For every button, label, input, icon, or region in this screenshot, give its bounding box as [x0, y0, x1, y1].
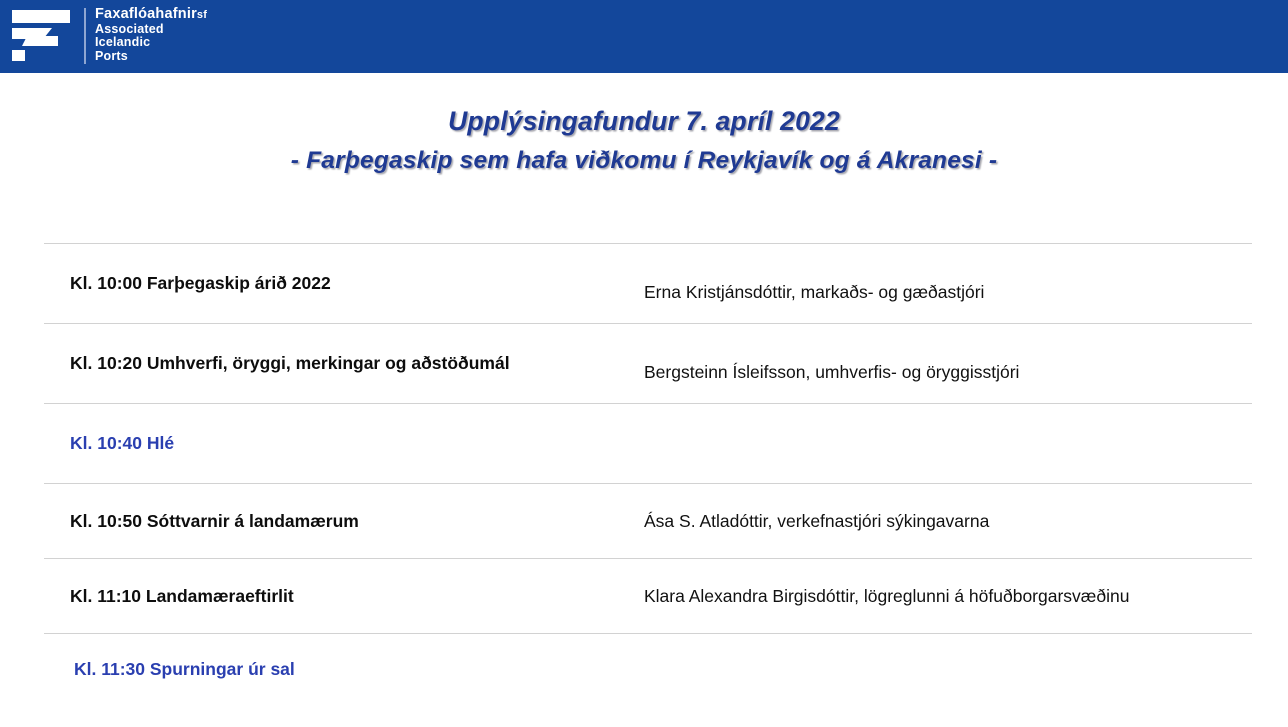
company-name-en-line1: Associated — [95, 21, 164, 36]
company-name-en-line3: Ports — [95, 48, 128, 63]
logo-divider — [84, 8, 86, 64]
agenda-speaker: Bergsteinn Ísleifsson, umhverfis- og öryggisstjóri — [644, 362, 1020, 382]
company-name-en-line2: Icelandic — [95, 35, 151, 49]
agenda-row-questions — [44, 633, 1252, 705]
logo-text — [95, 6, 207, 63]
agenda-row-break — [44, 403, 1252, 483]
company-name-is: Faxaflóahafnir — [95, 6, 197, 22]
agenda-speaker: Ása S. Atladóttir, verkefnastjóri sýkingavarna — [644, 510, 990, 531]
header-bar — [0, 0, 1288, 73]
agenda-row — [44, 243, 1252, 323]
agenda-speaker: Klara Alexandra Birgisdóttir, lögreglunni á höfuðborgarsvæðinu — [644, 585, 1130, 606]
agenda-time-topic: Kl. 10:20 Umhverfi, öryggi, merkingar og aðstöðumál — [70, 353, 510, 373]
agenda-row — [44, 483, 1252, 558]
agenda-time-topic: Kl. 11:30 Spurningar úr sal — [74, 659, 295, 679]
logo — [8, 6, 207, 68]
slide-title — [0, 104, 1288, 178]
agenda-speaker: Erna Kristjánsdóttir, markaðs- og gæðastjóri — [644, 282, 985, 302]
agenda-time-topic: Kl. 10:50 Sóttvarnir á landamærum — [70, 510, 359, 531]
agenda-time-topic: Kl. 10:00 Farþegaskip árið 2022 — [70, 273, 331, 293]
company-name-suffix: sf — [196, 9, 208, 21]
agenda-time-topic: Kl. 11:10 Landamæraeftirlit — [70, 585, 294, 606]
slide-title-line2: - Farþegaskip sem hafa viðkomu í Reykjavík og á Akranesi - — [290, 147, 998, 174]
slide-title-line1: Upplýsingafundur 7. apríl 2022 — [448, 106, 840, 136]
faxafloahafnir-logo-icon — [8, 6, 74, 62]
agenda-time-topic: Kl. 10:40 Hlé — [70, 433, 175, 453]
agenda-row — [44, 558, 1252, 633]
agenda-table — [44, 243, 1252, 705]
agenda-row — [44, 323, 1252, 403]
